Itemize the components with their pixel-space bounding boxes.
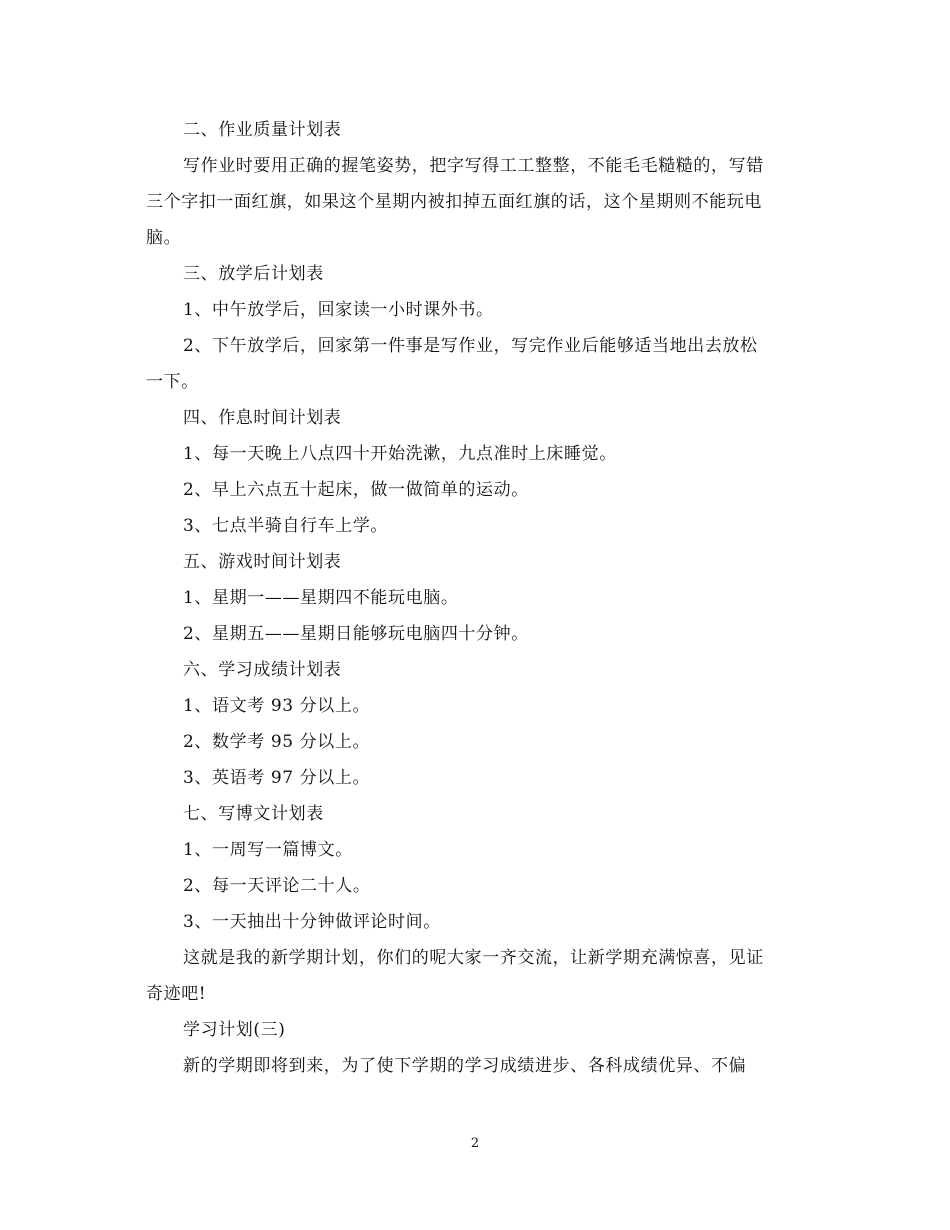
text-line: 2、下午放学后，回家第一件事是写作业，写完作业后能够适当地出去放松 — [183, 336, 758, 356]
text-line: 1、每一天晚上八点四十开始洗漱，九点准时上床睡觉。 — [183, 444, 617, 464]
text-line: 写作业时要用正确的握笔姿势，把字写得工工整整，不能毛毛糙糙的，写错 — [183, 156, 764, 176]
text-line: 四、作息时间计划表 — [183, 408, 342, 428]
text-line: 三个字扣一面红旗，如果这个星期内被扣掉五面红旗的话，这个星期则不能玩电 — [146, 192, 762, 212]
text-line: 脑。 — [146, 228, 182, 248]
text-line: 2、早上六点五十起床，做一做简单的运动。 — [183, 480, 529, 500]
text-line: 2、数学考 95 分以上。 — [183, 732, 371, 752]
text-line: 3、英语考 97 分以上。 — [183, 768, 371, 788]
text-line: 新的学期即将到来，为了使下学期的学习成绩进步、各科成绩优异、不偏 — [183, 1056, 747, 1076]
text-line: 这就是我的新学期计划，你们的呢大家一齐交流，让新学期充满惊喜，见证 — [183, 948, 764, 968]
text-line: 一下。 — [146, 372, 199, 392]
text-line: 1、中午放学后，回家读一小时课外书。 — [183, 300, 494, 320]
text-line: 二、作业质量计划表 — [183, 120, 342, 140]
text-line: 2、每一天评论二十人。 — [183, 876, 371, 896]
text-line: 三、放学后计划表 — [183, 264, 324, 284]
document-body — [146, 112, 806, 1084]
text-line: 2、星期五——星期日能够玩电脑四十分钟。 — [183, 624, 529, 644]
text-line: 1、语文考 93 分以上。 — [183, 696, 371, 716]
text-line: 1、星期一——星期四不能玩电脑。 — [183, 588, 459, 608]
text-line: 七、写博文计划表 — [183, 804, 324, 824]
text-line: 3、一天抽出十分钟做评论时间。 — [183, 912, 441, 932]
text-line: 奇迹吧! — [146, 984, 207, 1004]
text-line: 五、游戏时间计划表 — [183, 552, 342, 572]
text-line: 3、七点半骑自行车上学。 — [183, 516, 389, 536]
text-line: 学习计划(三) — [183, 1020, 286, 1040]
text-line: 1、一周写一篇博文。 — [183, 840, 353, 860]
page-number: 2 — [470, 1136, 480, 1151]
text-line: 六、学习成绩计划表 — [183, 660, 342, 680]
